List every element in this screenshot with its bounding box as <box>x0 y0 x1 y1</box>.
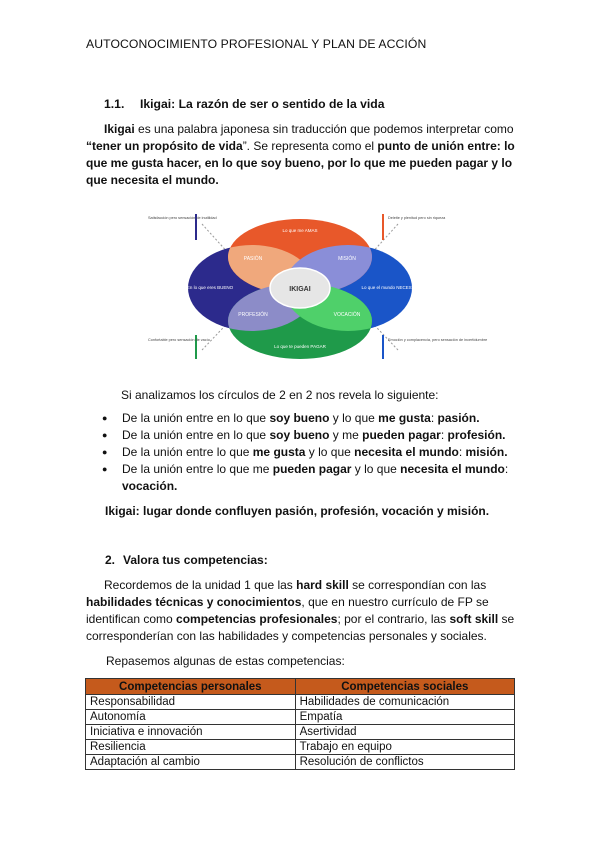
note-bottom-right: Emoción y complacencia, pero sensación de incertidumbre <box>388 338 488 342</box>
label-amas: Lo que me AMAS <box>282 228 318 233</box>
document-heading: AUTOCONOCIMIENTO PROFESIONAL Y PLAN DE ACCIÓN <box>86 37 427 51</box>
table-cell: Responsabilidad <box>86 695 296 710</box>
note-bar-br <box>382 335 384 359</box>
ikigai-diagram <box>140 210 488 365</box>
table-row <box>86 740 515 755</box>
p1-s5: punto de unión entre: lo que me gusta hacer, en lo que soy bueno, por lo que me pueden pagar y lo que necesita el mundo. <box>86 139 515 187</box>
note-top-left: Satisfacción pero sensación de inutilidad <box>148 216 217 220</box>
label-bueno: En lo que eres BUENO <box>186 285 234 290</box>
section-title: Ikigai: La razón de ser o sentido de la vida <box>140 97 385 111</box>
header-personal: Competencias personales <box>86 679 296 695</box>
section-2-title <box>105 553 268 567</box>
table-cell: Resolución de conflictos <box>295 755 514 770</box>
label-necesita: Lo que el mundo NECESITA <box>361 285 419 290</box>
table-row <box>86 755 515 770</box>
table-row <box>86 710 515 725</box>
label-pasion: PASIÓN <box>243 256 263 262</box>
ikigai-summary: Ikigai: lugar donde confluyen pasión, profesión, vocación y misión. <box>105 504 490 518</box>
section-title: Valora tus competencias: <box>123 553 268 567</box>
repasemos-text: Repasemos algunas de estas competencias: <box>106 654 345 668</box>
competencies-table <box>85 678 515 770</box>
table-row <box>86 695 515 710</box>
p1-s4: ”. Se representa como el <box>242 139 378 153</box>
table-cell: Resiliencia <box>86 740 296 755</box>
p1-s1: Ikigai <box>104 122 135 136</box>
table-cell: Adaptación al cambio <box>86 755 296 770</box>
list-item: ● De la unión entre lo que me gusta y lo que necesita el mundo: misión. <box>100 444 520 461</box>
table-cell: Habilidades de comunicación <box>295 695 514 710</box>
label-vocacion: VOCACIÓN <box>333 312 361 318</box>
table-cell: Autonomía <box>86 710 296 725</box>
center-label: IKIGAI <box>289 286 311 293</box>
label-profesion: PROFESIÓN <box>238 312 268 318</box>
table-cell: Trabajo en equipo <box>295 740 514 755</box>
section-number: 1.1. <box>104 97 125 111</box>
bullet-list <box>100 410 520 495</box>
table-cell: Iniciativa e innovación <box>86 725 296 740</box>
list-item: ● De la unión entre lo que me pueden pagar y lo que necesita el mundo: vocación. <box>100 461 520 495</box>
section-1-1-title <box>104 97 385 111</box>
table-row <box>86 725 515 740</box>
label-mision: MISIÓN <box>338 256 356 262</box>
note-bar-tr <box>382 214 384 240</box>
table-cell: Asertividad <box>295 725 514 740</box>
section-number: 2. <box>105 553 116 567</box>
label-pagar: Lo que te pueden PAGAR <box>274 344 326 349</box>
p1-s3: “tener un propósito de vida <box>86 139 243 153</box>
p1-s2: es una palabra japonesa sin traducción que podemos interpretar como <box>134 122 514 136</box>
analysis-intro: Si analizamos los círculos de 2 en 2 nos revela lo siguiente: <box>121 388 439 402</box>
note-top-right: Deleite y plenitud pero sin riqueza <box>388 216 446 220</box>
ikigai-paragraph <box>86 121 516 189</box>
header-social: Competencias sociales <box>295 679 514 695</box>
note-bottom-left: Confortable pero sensación de vacío <box>148 338 210 342</box>
competencies-paragraph: Recordemos de la unidad 1 que las hard skill se correspondían con las habilidades técnicas y conocimientos, que en nuestro currículo de FP se identifican como competencias profesionales; por el contrario, las soft skill se corresponderían con las habilidades y competencias personales y sociales. <box>86 578 515 643</box>
list-item: ● De la unión entre en lo que soy bueno y me pueden pagar: profesión. <box>100 427 520 444</box>
list-item: ● De la unión entre en lo que soy bueno y lo que me gusta: pasión. <box>100 410 520 427</box>
table-cell: Empatía <box>295 710 514 725</box>
table-header-row <box>86 679 515 695</box>
